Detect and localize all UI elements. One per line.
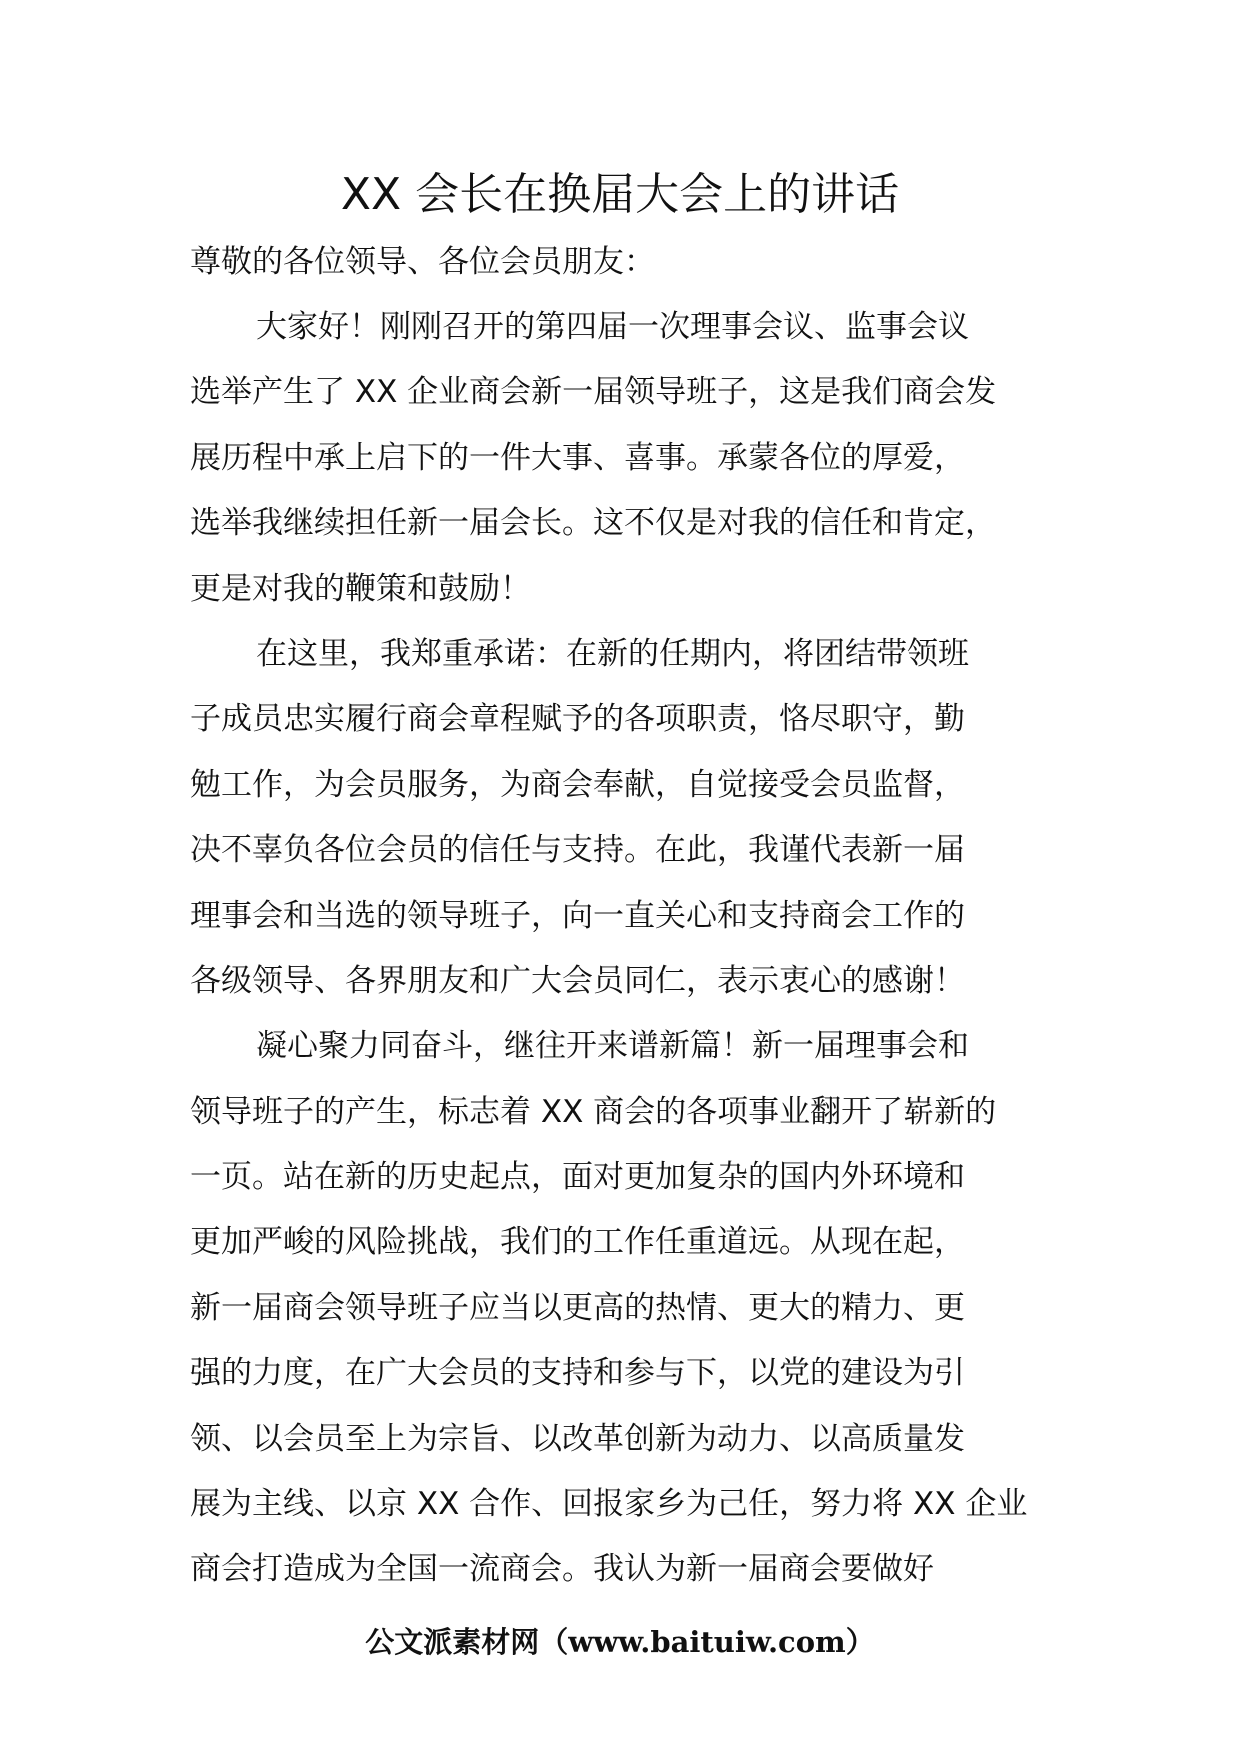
body-line: 子成员忠实履行商会章程赋予的各项职责，恪尽职守，勤 bbox=[190, 701, 965, 738]
body-line: 更是对我的鞭策和鼓励！ bbox=[190, 570, 531, 607]
body-line: 决不辜负各位会员的信任与支持。在此，我谨代表新一届 bbox=[190, 832, 965, 869]
body-line: 在这里，我郑重承诺：在新的任期内，将团结带领班 bbox=[256, 635, 969, 672]
body-line: 商会打造成为全国一流商会。我认为新一届商会要做好 bbox=[190, 1551, 934, 1588]
source-footer: 公文派素材网（www.baituiw.com） bbox=[365, 1625, 875, 1659]
body-line: 强的力度，在广大会员的支持和参与下，以党的建设为引 bbox=[190, 1355, 965, 1392]
body-line: 大家好！刚刚召开的第四届一次理事会议、监事会议 bbox=[256, 309, 969, 345]
salutation: 尊敬的各位领导、各位会员朋友： bbox=[190, 244, 655, 280]
body-line: 展为主线、以京 XX 合作、回报家乡为己任，努力将 XX 企业 bbox=[190, 1486, 1028, 1523]
body-line: 选举产生了 XX 企业商会新一届领导班子，这是我们商会发 bbox=[190, 374, 997, 411]
body-line: 一页。站在新的历史起点，面对更加复杂的国内外环境和 bbox=[190, 1159, 965, 1196]
body-line: 领、以会员至上为宗旨、以改革创新为动力、以高质量发 bbox=[190, 1420, 965, 1457]
body-line: 理事会和当选的领导班子，向一直关心和支持商会工作的 bbox=[190, 897, 965, 934]
body-line: 领导班子的产生，标志着 XX 商会的各项事业翻开了崭新的 bbox=[190, 1093, 997, 1130]
body-line: 新一届商会领导班子应当以更高的热情、更大的精力、更 bbox=[190, 1289, 965, 1326]
body-line: 勉工作，为会员服务，为商会奉献，自觉接受会员监督， bbox=[190, 766, 965, 803]
body-line: 凝心聚力同奋斗，继往开来谱新篇！新一届理事会和 bbox=[256, 1028, 969, 1065]
body-line: 展历程中承上启下的一件大事、喜事。承蒙各位的厚爱， bbox=[190, 439, 965, 476]
body-line: 更加严峻的风险挑战，我们的工作任重道远。从现在起， bbox=[190, 1224, 965, 1261]
body-line: 各级领导、各界朋友和广大会员同仁，表示衷心的感谢！ bbox=[190, 962, 965, 999]
document-title: XX 会长在换届大会上的讲话 bbox=[340, 169, 900, 220]
body-line: 选举我继续担任新一届会长。这不仅是对我的信任和肯定， bbox=[190, 505, 996, 542]
document-body bbox=[190, 305, 1070, 1613]
